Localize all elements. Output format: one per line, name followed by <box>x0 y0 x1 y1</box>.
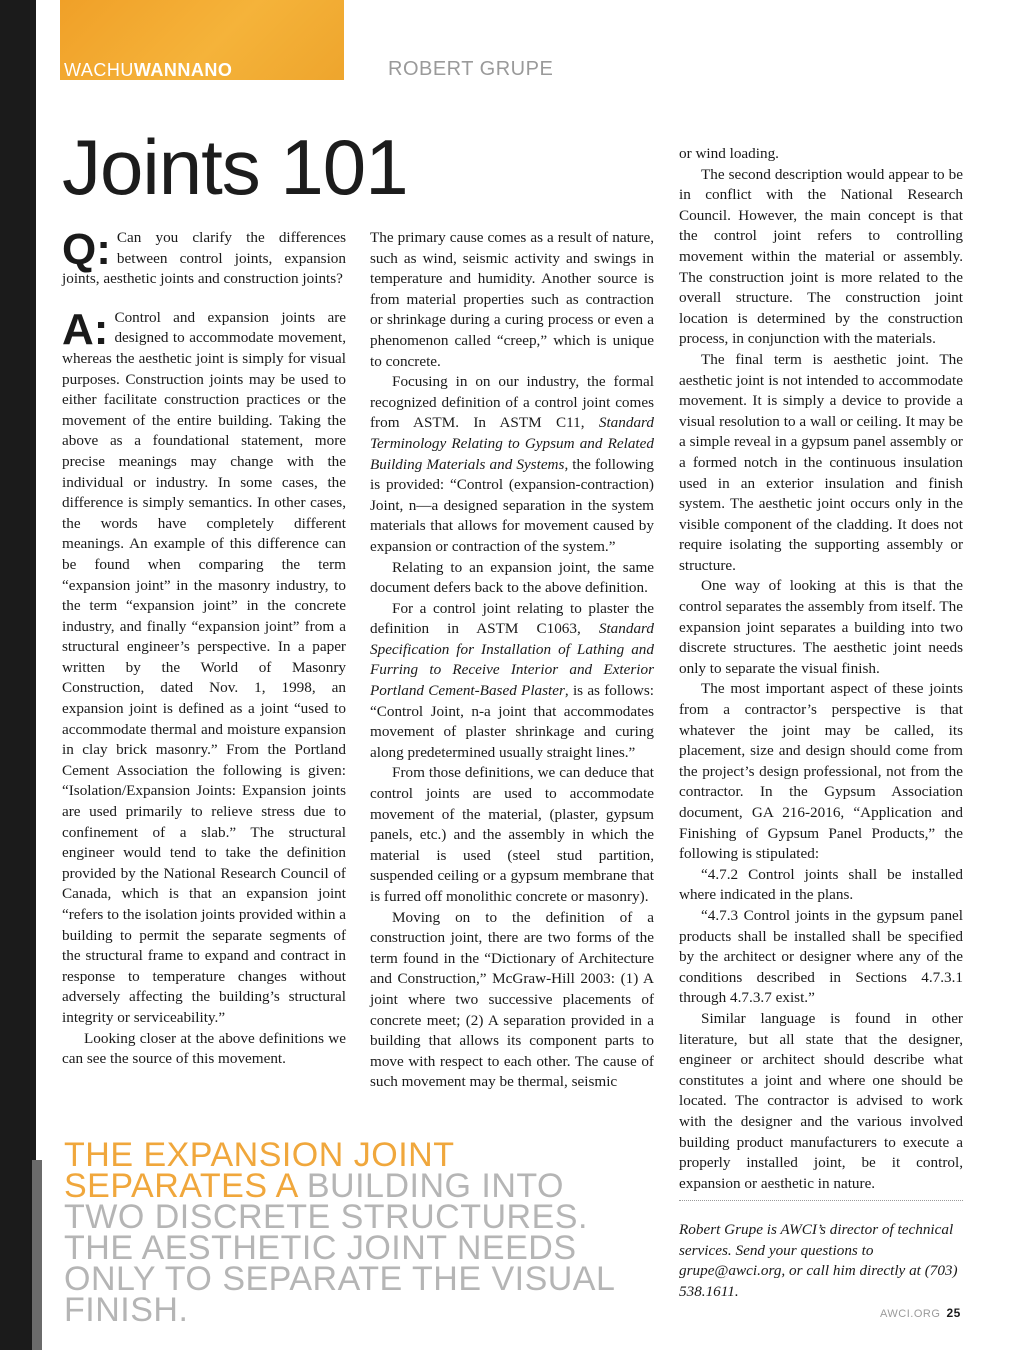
col2-p4-text: For a control joint relating to plaster the definition in ASTM C1063, <box>370 599 654 638</box>
col2-p4-text-end: , is as follows: “Control Joint, n-a joint that accommodates movement of plaster shrinkage and curing along predetermined usually straight lines.” <box>370 682 654 761</box>
col2-p2-text-end: , the following is provided: “Control (expansion-contraction) Joint, n—a designed separation in the system materials that allows for movement caused by expansion or contraction of the system.” <box>370 455 654 555</box>
question-block <box>62 225 346 290</box>
col2-paragraph-5: From those definitions, we can deduce that control joints are used to accommodate movement of the material, (plaster, gypsum panels, etc.) and the assembly in which the material is used (steel stud partition, suspended ceiling or a gypsum membrane that is furred off monolithic concrete or masonry). <box>370 764 654 905</box>
col3-paragraph-3: The final term is aesthetic joint. The aesthetic joint is not intended to accommodate movement. It is simply a device to provide a visual resolution to a wall or ceiling. It may be a simple reveal in a gypsum panel assembly or a formed notch in the continuous insulation used in an exterior insulation and finish system. The aesthetic joint occurs only in the visible component of the cladding. It does not require isolating the supporting assembly or structure. <box>679 350 963 574</box>
section-label-light: WACHU <box>64 60 134 80</box>
section-label <box>64 60 232 81</box>
pull-quote-rest: BUILDING INTO TWO DISCRETE STRUCTURES. THE AESTHETIC JOINT NEEDS ONLY TO SEPARATE THE VISUAL FINISH. <box>64 1167 615 1329</box>
col1-closing-paragraph: Looking closer at the above definitions we can see the source of this movement. <box>62 1029 346 1068</box>
column-2 <box>370 228 654 1093</box>
col2-paragraph-4 <box>370 599 654 764</box>
question-text: Can you clarify the differences between control joints, expansion joints, aesthetic joints and construction joints? <box>62 229 346 288</box>
astm-c11-title: Standard Terminology Relating to Gypsum and Related Building Materials and Systems <box>370 414 654 473</box>
author-heading: ROBERT GRUPE <box>388 58 554 80</box>
bio-divider <box>679 1200 963 1201</box>
col2-paragraph-2 <box>370 372 654 557</box>
column-3 <box>679 144 963 1194</box>
spine-accent-bar <box>32 1160 42 1350</box>
col2-p2-text: Focusing in on our industry, the formal recognized definition of a control joint comes from ASTM. In ASTM C11, <box>370 373 654 432</box>
section-label-bold: WANNANO <box>133 60 233 80</box>
col3-paragraph-1: or wind loading. <box>679 145 779 162</box>
author-bio: Robert Grupe is AWCI’s director of technical services. Send your questions to grupe@awci.org, or call him directly at (703) 538.1611. <box>679 1221 958 1300</box>
page-number: 25 <box>946 1306 961 1320</box>
col2-paragraph-1: The primary cause comes as a result of nature, such as wind, seismic activity and swings in temperature and humidity. Another source is from material properties such as contraction or shrinkage during a curing process or even a phenomenon called “creep,” which is unique to concrete. <box>370 229 654 370</box>
col3-paragraph-2: The second description would appear to be in conflict with the National Research Council. However, the main concept is that the control joint refers to controlling movement within the material or assembly. The construction joint is more related to the overall structure. The construction joint location is determined by the construction process, in conjunction with the materials. <box>679 165 963 348</box>
answer-block <box>62 304 346 1029</box>
col2-paragraph-3: Relating to an expansion joint, the same document defers back to the above definition. <box>370 558 654 597</box>
col3-paragraph-4: One way of looking at this is that the control separates the assembly from itself. The expansion joint separates a building into two discrete structures. The aesthetic joint needs only to separate the visual finish. <box>679 577 963 677</box>
footer-site: AWCI.ORG <box>880 1308 941 1320</box>
astm-c1063-title: Standard Specification for Installation of Lathing and Furring to Receive Interior and Exterior Portland Cement-Based Plaster <box>370 620 654 700</box>
col3-paragraph-5: The most important aspect of these joints from a contractor’s perspective is that whatever the joint may be called, its placement, size and design should come from the project’s design professional, not from the contractor. In the Gypsum Association document, GA 216-2016, “Application and Finishing of Gypsum Panel Products,” the following is stipulated: <box>679 680 963 863</box>
col3-paragraph-8: Similar language is found in other literature, but all state that the designer, engineer or architect should describe what constitutes a joint and where one should be located. The contractor is advised to work with the designer and the various involved building product manufacturers to execute a properly installed joint, be it control, expansion or aesthetic in nature. <box>679 1009 963 1192</box>
col3-paragraph-6: “4.7.2 Control joints shall be installed where indicated in the plans. <box>679 865 963 904</box>
pull-quote-highlight: THE EXPANSION JOINT SEPARATES A <box>64 1136 454 1205</box>
answer-text: Control and expansion joints are designed to accommodate movement, whereas the aesthetic joint is simply for visual purposes. Construction joints may be used to either facilitate construction practices or the movement of the entire building. Taking the above as a foundational statement, more precise meanings may change with the individual or industry. In some cases, the difference is simply semantics. In other cases, the words have completely different meanings. An example of this difference can be found when comparing the term “expansion joint” in the masonry industry, to the term “expansion joint” in the concrete industry, and finally “expansion joint” from a structural engineer’s perspective. In a paper written by the World of Masonry Construction, dated Nov. 1, 1998, an expansion joint is defined as a joint “used to accommodate thermal and moisture expansion in clay brick masonry.” From the Portland Cement Association the following is given: “Isolation/Expansion Joints: Expansion joints are used primarily to relieve stress due to confinement of a slab.” The structural engineer would tend to take the definition provided by the National Research Council of Canada, which is that an expansion joint “refers to the isolation joints provided within a building to permit the separate segments of the structural frame to expand and contract in response to temperature changes without adversely affecting the building’s structural integrity or serviceability.” <box>62 308 346 1026</box>
page-spine-bar <box>0 0 36 1350</box>
article-title: Joints 101 <box>62 123 408 211</box>
column-1 <box>62 225 346 1070</box>
col2-paragraph-6: Moving on to the definition of a construction joint, there are two forms of the term found in the “Dictionary of Architecture and Construction,” McGraw-Hill 2003: (1) A joint where two successive placements of concrete meet; (2) A separation provided in a building that allows its component parts to move with respect to each other. The cause of such movement may be thermal, seismic <box>370 908 654 1091</box>
page-footer <box>880 1306 961 1320</box>
pull-quote <box>64 1136 644 1329</box>
answer-letter: A: <box>62 304 109 354</box>
col3-paragraph-7: “4.7.3 Control joints in the gypsum panel products shall be installed shall be specified by the architect or designer where any of the conditions described in Sections 4.7.3.1 through 4.7.3.7 exist.” <box>679 906 963 1007</box>
question-letter: Q: <box>62 225 111 274</box>
